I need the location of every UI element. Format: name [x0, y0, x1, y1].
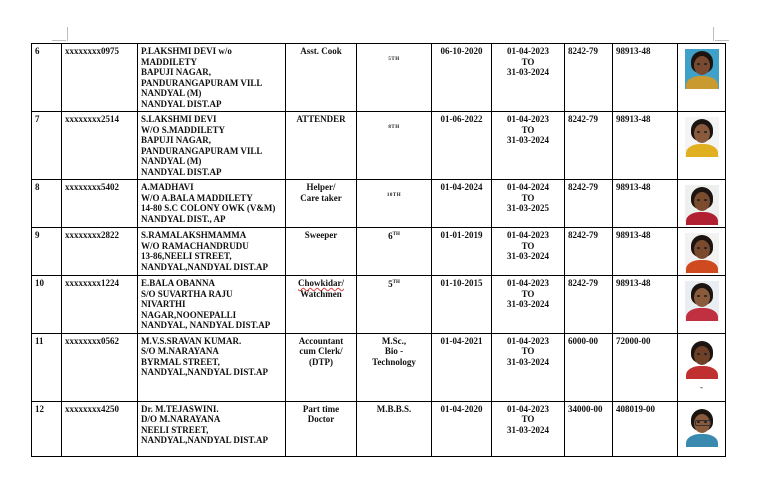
- designation-line: Accountant: [298, 335, 344, 346]
- serial-number: 7: [32, 112, 62, 180]
- ordinal-suffix: TH: [392, 232, 400, 237]
- period-line: TO: [521, 124, 535, 135]
- designation-line: Watchmen: [300, 288, 342, 299]
- name-line: W/O S.MADDILETY: [141, 124, 226, 135]
- name-line: NIVARTHI: [141, 299, 186, 309]
- qualification-line: M.Sc.,: [381, 335, 407, 346]
- designation: [286, 44, 357, 112]
- name-line: D/O M.NARAYANA: [141, 414, 221, 424]
- contract-period: [492, 112, 565, 180]
- name-line: S/O SUVARTHA RAJU: [141, 288, 233, 299]
- table-row: [32, 276, 726, 334]
- serial-number: 11: [32, 333, 62, 401]
- designation-line: ATTENDER: [296, 114, 346, 124]
- qualification-small: 10TH: [386, 193, 402, 198]
- name-line: BYRMAL STREET,: [141, 356, 220, 367]
- photo-cell: [678, 333, 726, 401]
- table-row: [32, 112, 726, 180]
- annual-total: 98913-48: [613, 180, 678, 228]
- name-line: NEELI STREET,: [141, 424, 209, 435]
- name-line: BAPUJI NAGAR,: [141, 67, 212, 77]
- designation: [286, 276, 357, 334]
- employee-name-address: [138, 276, 286, 334]
- annual-total: 408019-00: [613, 401, 678, 456]
- monthly-pay: 8242-79: [565, 112, 613, 180]
- name-line: A.MADHAVI: [141, 182, 194, 192]
- photo-eye: [704, 247, 707, 249]
- period-line: 31-03-2024: [507, 299, 549, 309]
- qualification: [357, 180, 432, 228]
- contract-period: [492, 180, 565, 228]
- annual-total: 98913-48: [613, 228, 678, 276]
- period-line: TO: [521, 240, 535, 251]
- monthly-pay: 8242-79: [565, 180, 613, 228]
- account-number: xxxxxxxx5402: [62, 180, 138, 228]
- photo-eye: [704, 131, 707, 133]
- date-of-joining: 01-04-2021: [432, 333, 492, 401]
- name-line: 13-86,NEELI STREET,: [141, 251, 232, 261]
- name-line: NANDYAL, NANDYAL DIST.AP: [141, 320, 271, 330]
- period-line: 31-03-2024: [507, 356, 549, 367]
- employee-photo: [685, 117, 719, 157]
- designation-line: cum Clerk/: [299, 346, 343, 356]
- period-line: 01-04-2023: [507, 403, 549, 414]
- employee-name-address: [138, 112, 286, 180]
- name-line: NANDYAL DIST.AP: [141, 166, 222, 177]
- serial-number: 10: [32, 276, 62, 334]
- employee-photo: [685, 339, 719, 379]
- photo-clothing: [686, 76, 718, 89]
- photo-clothing: [686, 212, 718, 225]
- period-line: 31-03-2025: [507, 203, 549, 213]
- period-line: TO: [521, 192, 535, 203]
- period-line: 31-03-2024: [507, 251, 549, 261]
- date-of-joining: 01-01-2019: [432, 228, 492, 276]
- designation: [286, 333, 357, 401]
- employee-photo: [685, 49, 719, 89]
- photo-face: [694, 346, 710, 365]
- photo-eye: [704, 353, 707, 355]
- page-corner-mark: [52, 40, 66, 41]
- photo-cell: [678, 112, 726, 180]
- photo-clothing: [686, 434, 718, 447]
- employee-photo: [685, 407, 719, 447]
- page-corner-mark: [67, 27, 68, 41]
- date-of-joining: 01-04-2020: [432, 401, 492, 456]
- name-line: W/O RAMACHANDRUDU: [141, 240, 249, 251]
- name-line: MADDILETY: [141, 56, 198, 67]
- photo-eye: [697, 63, 700, 65]
- photo-face: [694, 124, 710, 143]
- table-row: [32, 228, 726, 276]
- period-line: TO: [521, 56, 535, 67]
- qualification-small: 8TH: [388, 125, 400, 130]
- photo-eye: [704, 199, 707, 201]
- account-number: xxxxxxxx0975: [62, 44, 138, 112]
- photo-cell: [678, 276, 726, 334]
- page-corner-mark: [715, 40, 729, 41]
- period-line: 01-04-2023: [507, 335, 549, 346]
- serial-number: 12: [32, 401, 62, 456]
- designation: [286, 112, 357, 180]
- monthly-pay: 6000-00: [565, 333, 613, 401]
- photo-eye: [697, 199, 700, 201]
- name-line: PANDURANGAPURAM VILL: [141, 77, 263, 88]
- contract-period: [492, 333, 565, 401]
- photo-cell: [678, 228, 726, 276]
- table-row: [32, 333, 726, 401]
- period-line: 31-03-2024: [507, 424, 549, 435]
- employee-name-address: [138, 333, 286, 401]
- name-line: NANDYAL DIST., AP: [141, 213, 226, 224]
- employee-name-address: [138, 180, 286, 228]
- monthly-pay: 8242-79: [565, 276, 613, 334]
- name-line: S.RAMALAKSHMAMMA: [141, 230, 247, 240]
- qualification: M.B.B.S.: [357, 401, 432, 456]
- employee-name-address: [138, 44, 286, 112]
- designation: [286, 401, 357, 456]
- name-line: NANDYAL,NANDYAL DIST.AP: [141, 367, 268, 377]
- spellcheck-word: Chowkidar/: [297, 278, 344, 288]
- photo-face: [694, 192, 710, 211]
- photo-eye: [697, 353, 700, 355]
- designation-line: (DTP): [309, 356, 333, 367]
- monthly-pay: 8242-79: [565, 228, 613, 276]
- photo-clothing: [686, 260, 718, 273]
- qualification-line: Bio -: [384, 346, 404, 356]
- photo-eye: [697, 295, 700, 297]
- date-of-joining: 01-06-2022: [432, 112, 492, 180]
- employee-photo: [685, 233, 719, 273]
- serial-number: 8: [32, 180, 62, 228]
- name-line: M.V.S.SRAVAN KUMAR.: [141, 335, 242, 346]
- photo-cell: [678, 44, 726, 112]
- staff-table-body: [32, 44, 726, 457]
- employee-photo: [685, 185, 719, 225]
- name-line: S/O M.NARAYANA: [141, 346, 219, 356]
- period-line: 31-03-2024: [507, 67, 549, 77]
- ordinal-suffix: TH: [392, 280, 400, 285]
- photo-clothing: [686, 366, 718, 379]
- page-corner-mark: [713, 27, 714, 41]
- qualification: 6TH: [357, 228, 432, 276]
- period-line: 01-04-2023: [507, 46, 549, 56]
- monthly-pay: 8242-79: [565, 44, 613, 112]
- photo-clothing: [686, 144, 718, 157]
- contract-period: [492, 401, 565, 456]
- designation: [286, 228, 357, 276]
- photo-glasses: [695, 420, 711, 426]
- name-line: NANDYAL,NANDYAL DIST.AP: [141, 435, 268, 445]
- annual-total: 98913-48: [613, 276, 678, 334]
- period-line: 01-04-2024: [507, 182, 549, 192]
- date-of-joining: 06-10-2020: [432, 44, 492, 112]
- photo-caption: -: [700, 382, 703, 392]
- monthly-pay: 34000-00: [565, 401, 613, 456]
- account-number: xxxxxxxx2514: [62, 112, 138, 180]
- name-line: NANDYAL DIST.AP: [141, 98, 222, 109]
- account-number: xxxxxxxx4250: [62, 401, 138, 456]
- photo-eye: [704, 63, 707, 65]
- period-line: 01-04-2023: [507, 278, 549, 288]
- name-line: 14-80 S.C COLONY OWK (V&M): [141, 203, 276, 213]
- designation-line: Care taker: [300, 192, 342, 203]
- name-line: S.LAKSHMI DEVI: [141, 114, 217, 124]
- period-line: 31-03-2024: [507, 135, 549, 145]
- photo-eye: [704, 295, 707, 297]
- contract-period: [492, 276, 565, 334]
- name-line: NANDYAL (M): [141, 156, 202, 166]
- name-line: BAPUJI NAGAR,: [141, 135, 212, 145]
- period-line: 01-04-2023: [507, 230, 549, 240]
- qualification: [357, 333, 432, 401]
- designation-line: Asst. Cook: [300, 46, 342, 56]
- date-of-joining: 01-10-2015: [432, 276, 492, 334]
- name-line: W/O A.BALA MADDILETY: [141, 192, 253, 203]
- name-line: PANDURANGAPURAM VILL: [141, 145, 263, 156]
- account-number: xxxxxxxx1224: [62, 276, 138, 334]
- photo-face: [694, 240, 710, 259]
- serial-number: 9: [32, 228, 62, 276]
- name-line: P.LAKSHMI DEVI w/o: [141, 46, 232, 56]
- table-row: [32, 180, 726, 228]
- staff-table: [31, 43, 726, 457]
- designation-line: Doctor: [307, 414, 335, 424]
- photo-clothing: [686, 308, 718, 321]
- designation-line: Sweeper: [304, 230, 338, 240]
- employee-name-address: [138, 228, 286, 276]
- designation: [286, 180, 357, 228]
- table-row: [32, 401, 726, 456]
- photo-cell: [678, 401, 726, 456]
- qualification: [357, 112, 432, 180]
- name-line: NANDYAL,NANDYAL DIST.AP: [141, 261, 268, 272]
- designation-line: [289, 278, 353, 289]
- photo-face: [694, 56, 710, 75]
- employee-photo: [685, 281, 719, 321]
- photo-face: [694, 288, 710, 307]
- photo-cell: [678, 180, 726, 228]
- photo-eye: [697, 131, 700, 133]
- account-number: xxxxxxxx2822: [62, 228, 138, 276]
- date-of-joining: 01-04-2024: [432, 180, 492, 228]
- period-line: TO: [521, 414, 535, 424]
- name-line: Dr. M.TEJASWINI.: [141, 403, 219, 414]
- employee-name-address: [138, 401, 286, 456]
- period-line: 01-04-2023: [507, 114, 549, 124]
- name-line: NAGAR,NOONEPALLI: [141, 309, 237, 320]
- designation-line: Helper/: [306, 182, 336, 192]
- qualification: 5TH: [357, 276, 432, 334]
- contract-period: [492, 228, 565, 276]
- serial-number: 6: [32, 44, 62, 112]
- qualification-small: 5TH: [388, 57, 400, 62]
- annual-total: 72000-00: [613, 333, 678, 401]
- period-line: TO: [521, 346, 535, 356]
- table-row: [32, 44, 726, 112]
- annual-total: 98913-48: [613, 112, 678, 180]
- account-number: xxxxxxxx0562: [62, 333, 138, 401]
- period-line: TO: [521, 288, 535, 299]
- annual-total: 98913-48: [613, 44, 678, 112]
- contract-period: [492, 44, 565, 112]
- qualification: [357, 44, 432, 112]
- name-line: NANDYAL (M): [141, 88, 202, 98]
- designation-line: Part time: [302, 403, 340, 414]
- photo-eye: [697, 247, 700, 249]
- qualification-line: Technology: [372, 356, 416, 367]
- name-line: E.BALA OBANNA: [141, 278, 216, 288]
